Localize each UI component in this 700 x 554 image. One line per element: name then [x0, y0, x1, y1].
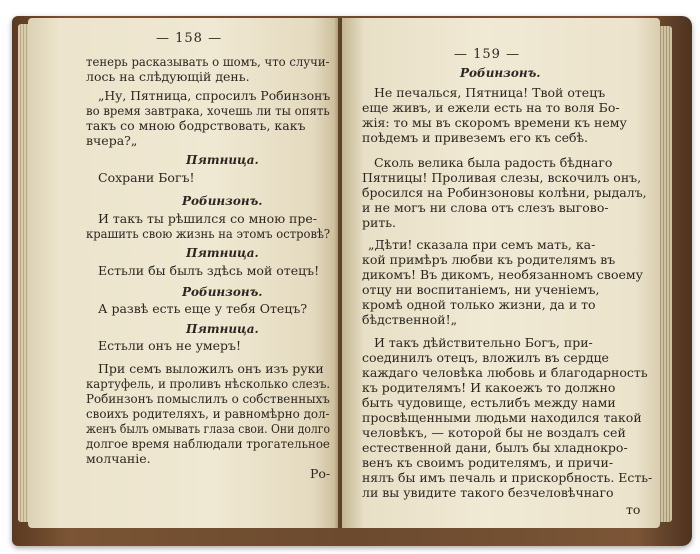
- text-line: тенерь расказывать о шомъ, что случи-: [86, 54, 330, 69]
- text-line: „Ну, Пятница, спросилъ Робинзонъ: [98, 88, 331, 103]
- text-line: Не печалься, Пятница! Твой отецъ: [374, 85, 606, 100]
- text-line: ли вы увидите такого безчеловѣчнаго: [362, 485, 614, 500]
- text-line: поѣдемъ и привеземъ его къ себѣ.: [362, 130, 589, 145]
- page-number-header: — 159 —: [454, 47, 521, 62]
- speaker-label: Робинзонъ.: [182, 194, 263, 208]
- speaker-label: Пятница.: [186, 322, 259, 336]
- text-line: во время завтрака, хочешь ли ты опять: [86, 103, 330, 118]
- speaker-label: Пятница.: [186, 153, 259, 167]
- text-line: вчера?„: [86, 133, 138, 148]
- text-line: И такъ ты рѣшился со мною пре-: [98, 211, 318, 226]
- text-line: быть чудовище, естьлибъ между нами: [362, 395, 616, 410]
- text-line: Сохрани Богъ!: [98, 170, 195, 185]
- text-line: молчаніе.: [86, 451, 151, 466]
- text-line: Естьли онъ не умеръ!: [98, 338, 242, 353]
- left-page: [28, 18, 338, 528]
- text-line: Сколь велика была радость бѣднаго: [374, 155, 613, 170]
- text-line: венъ къ своимъ родителямъ, и причи-: [362, 455, 614, 470]
- text-line: соединилъ отецъ, вложилъ въ сердце: [362, 350, 609, 365]
- text-line: каждаго человѣка любовь и благодарность: [362, 365, 648, 380]
- page-edges-right: [658, 26, 672, 522]
- text-line: своихъ родителяхъ, и равномѣрно дол-: [86, 406, 330, 421]
- text-line: бросился на Робинзоновы колѣни, рыдалъ,: [362, 185, 647, 200]
- text-line: нялъ бы имъ печаль и прискорбность. Есть-: [362, 470, 653, 485]
- page-number-header: — 158 —: [156, 31, 223, 46]
- text-line: А развѣ есть еще у тебя Отецъ?: [98, 301, 308, 316]
- text-line: просвѣщенными людьми находился такой: [362, 410, 642, 425]
- text-line: крашить свою жизнь на этомъ островѣ?: [86, 226, 331, 241]
- text-line: и не могъ ни слова отъ слезъ выгово-: [362, 200, 609, 215]
- text-line: къ родителямъ! И какоежъ то должно: [362, 380, 616, 395]
- text-line: человѣкъ, — которой бы не воздалъ сей: [362, 425, 626, 440]
- text-line: Пятницы! Проливая слезы, вскочилъ онъ,: [362, 170, 642, 185]
- text-line: дикомъ! Въ дикомъ, необязанномъ своему: [362, 267, 643, 282]
- speaker-label: Пятница.: [186, 246, 259, 260]
- text-line: Робинзонъ помыслилъ о собственныхъ: [86, 391, 330, 406]
- speaker-label: Робинзонъ.: [182, 285, 263, 299]
- catchword: Ро-: [310, 466, 331, 481]
- text-line: И такъ дѣйствительно Богъ, при-: [374, 335, 593, 350]
- speaker-label: Робинзонъ.: [460, 66, 541, 80]
- text-line: отцу ни воспитаніемъ, ни ученіемъ,: [362, 282, 600, 297]
- text-line: такъ со мною бодрствовать, какъ: [86, 118, 306, 133]
- text-line: „Дѣти! сказала при семъ мать, ка-: [368, 237, 596, 252]
- text-line: Естьли бы былъ здѣсь мой отецъ!: [98, 263, 320, 278]
- right-page: [342, 18, 660, 528]
- text-line: естественной дани, былъ бы хладнокро-: [362, 440, 628, 455]
- text-line: кой примѣръ любви къ родителямъ въ: [362, 252, 616, 267]
- text-line: При семъ выложилъ онъ изъ руки: [98, 361, 324, 376]
- page-number: 159: [473, 47, 501, 62]
- text-line: кромѣ одной только жизни, да и то: [362, 297, 596, 312]
- text-line: картуфель, и проливъ нѣсколько слезъ.: [86, 376, 331, 391]
- text-line: лось на слѣдующій день.: [86, 69, 250, 84]
- text-line: женъ былъ омывать глаза свои. Они долго: [86, 421, 330, 436]
- text-line: еще живъ, и ежели есть на то воля Бо-: [362, 100, 620, 115]
- text-line: рить.: [362, 215, 397, 230]
- catchword: то: [626, 502, 641, 517]
- page-number: 158: [175, 31, 203, 46]
- text-line: бѣдственной!„: [362, 312, 458, 327]
- text-line: долгое время наблюдали трогательное: [86, 436, 330, 451]
- text-line: жія: то мы въ скоромъ времени къ нему: [362, 115, 627, 130]
